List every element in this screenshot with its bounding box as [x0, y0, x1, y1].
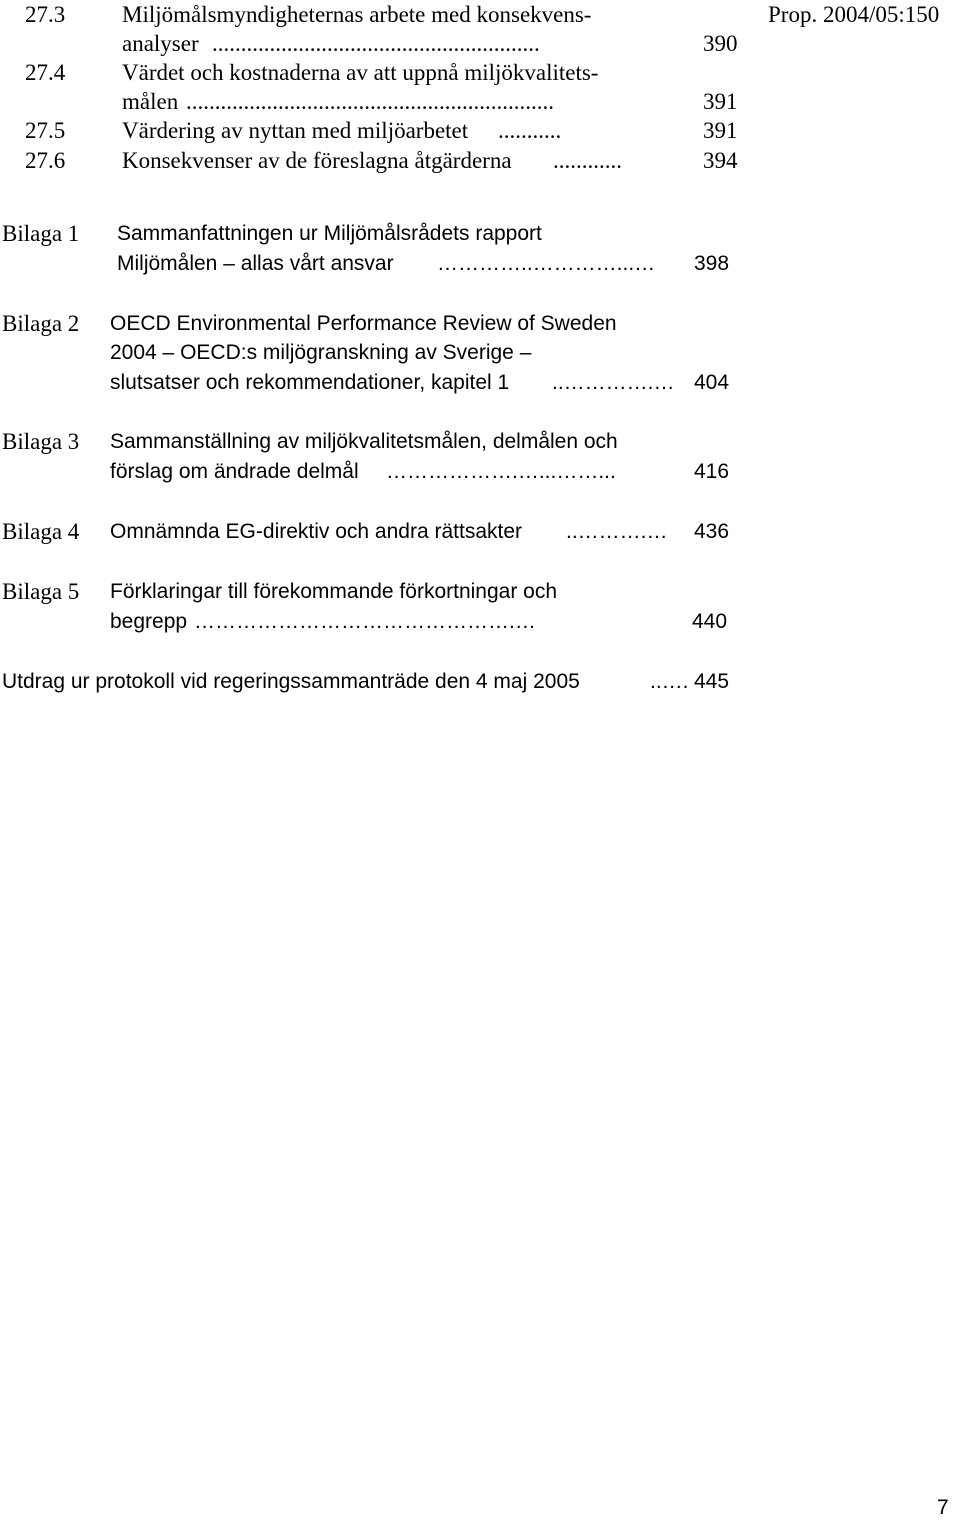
protocol-leader: ..…. [650, 671, 689, 692]
toc-entry-title-cont: analyser [122, 31, 199, 56]
toc-entry-number: 27.6 [25, 148, 66, 173]
toc-leader: ............ [553, 149, 622, 172]
appendix-title: Förklaringar till förekommande förkortningar och [110, 580, 558, 603]
appendix-label: Bilaga 5 [2, 579, 80, 604]
appendix-title-cont: slutsatser och rekommendationer, kapitel 1 [110, 371, 510, 394]
appendix-page-number: 416 [694, 460, 730, 483]
toc-page-number: 394 [703, 148, 738, 173]
toc-entry-title: Konsekvenser av de föreslagna åtgärderna [122, 148, 512, 173]
appendix-page-number: 440 [692, 610, 728, 633]
appendix-page-number: 404 [694, 371, 730, 394]
appendix-label: Bilaga 4 [2, 519, 80, 544]
appendix-label: Bilaga 2 [2, 311, 80, 336]
protocol-page-number: 445 [694, 670, 730, 693]
page-number: 7 [937, 1496, 949, 1519]
toc-entry-number: 27.4 [25, 60, 66, 85]
toc-page-number: 391 [703, 89, 738, 114]
toc-entry-number: 27.5 [25, 118, 66, 143]
appendix-leader: ……………………………………….… [194, 611, 536, 632]
toc-entry-title: Miljömålsmyndigheternas arbete med konsekvens- [122, 2, 592, 27]
appendix-leader: …………..…………...… [437, 253, 656, 274]
appendix-title-cont: förslag om ändrade delmål [110, 460, 359, 483]
toc-entry-title: Värdet och kostnaderna av att uppnå miljökvalitets- [122, 60, 599, 85]
appendix-leader: ……………….…...……... [386, 461, 616, 482]
appendix-page-number: 436 [694, 520, 730, 543]
appendix-title: Sammanställning av miljökvalitetsmålen, delmålen och [110, 430, 618, 453]
toc-leader: ......................................................... [212, 32, 540, 55]
protocol-title: Utdrag ur protokoll vid regeringssammanträde den 4 maj 2005 [2, 670, 580, 693]
appendix-leader: ..……….… [566, 521, 668, 542]
appendix-title: OECD Environmental Performance Review of Sweden [110, 312, 617, 335]
toc-leader: ................................................................ [186, 90, 554, 113]
appendix-title: Omnämnda EG-direktiv och andra rättsakter [110, 520, 523, 543]
toc-page-number: 391 [703, 118, 738, 143]
appendix-leader: ..………….… [552, 372, 675, 393]
appendix-title: Sammanfattningen ur Miljömålsrådets rapport [117, 222, 542, 245]
appendix-label: Bilaga 3 [2, 429, 80, 454]
toc-entry-title-cont: målen [122, 89, 179, 114]
appendix-title-cont: begrepp [110, 610, 188, 633]
appendix-label: Bilaga 1 [2, 221, 80, 246]
toc-leader: ........... [498, 119, 562, 142]
toc-entry-number: 27.3 [25, 2, 66, 27]
running-head: Prop. 2004/05:150 [768, 2, 940, 27]
appendix-title-cont: Miljömålen – allas vårt ansvar [117, 252, 394, 275]
appendix-page-number: 398 [694, 252, 730, 275]
toc-entry-title: Värdering av nyttan med miljöarbetet [122, 118, 469, 143]
appendix-title-cont: 2004 – OECD:s miljögranskning av Sverige – [110, 341, 532, 364]
toc-page-number: 390 [703, 31, 738, 56]
